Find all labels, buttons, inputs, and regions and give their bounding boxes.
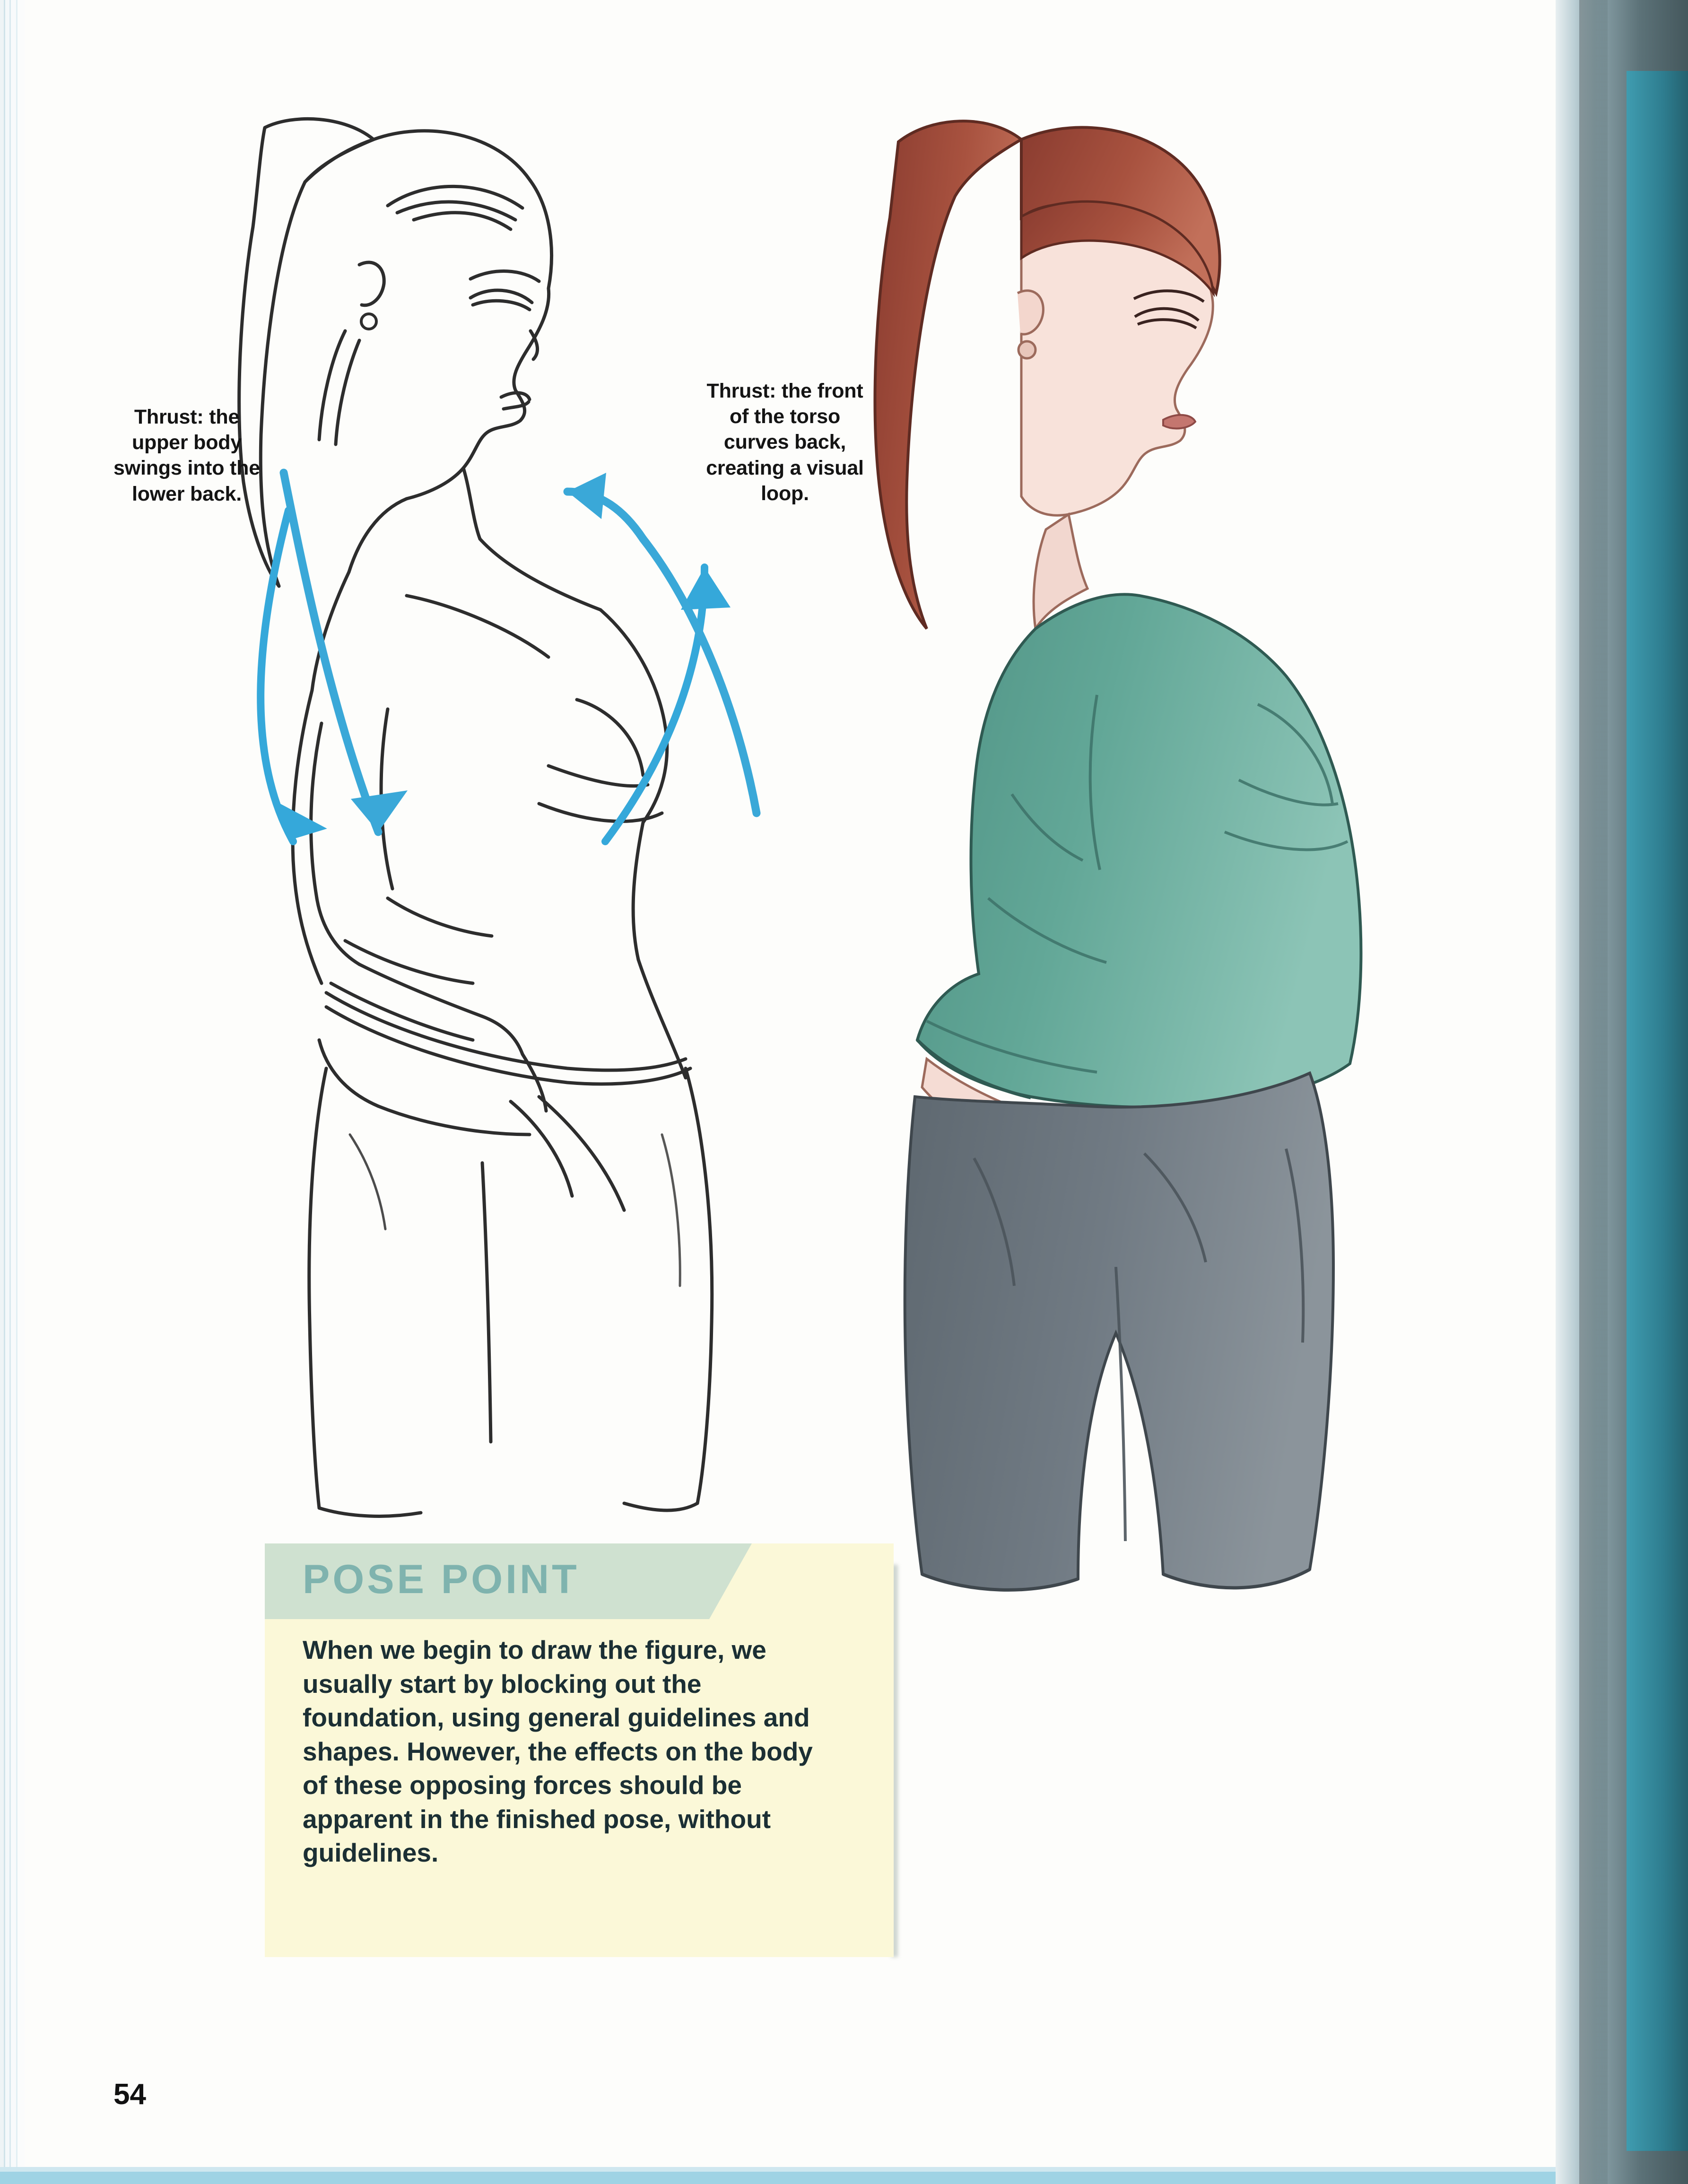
pose-point-title: POSE POINT bbox=[303, 1557, 580, 1602]
lips bbox=[1163, 415, 1195, 429]
page-bottom-band bbox=[0, 2172, 1579, 2184]
arrow-lower-back-shaft bbox=[284, 473, 378, 832]
book-cover-teal-strip bbox=[1627, 71, 1688, 2151]
annotation-thrust-torso-loop: Thrust: the front of the torso curves back, creating a visual loop. bbox=[706, 380, 864, 505]
top bbox=[917, 594, 1361, 1107]
annotation-thrust-lower-back: Thrust: the upper body swings into the lower back. bbox=[113, 406, 260, 505]
pose-point-body: When we begin to draw the figure, we usually start by blocking out the foundation, using general guidelines and shapes. However, the effects on the body of these opposing forces should be apparent in the finished pose, without guidelines. bbox=[303, 1635, 813, 1867]
pose-point-tab-notch bbox=[709, 1543, 752, 1619]
arrow-torso-loop-shaft2 bbox=[643, 539, 757, 813]
pose-point-box bbox=[265, 1543, 894, 1957]
page-bottom-band-light bbox=[0, 2167, 1579, 2172]
ponytail bbox=[875, 121, 1021, 629]
arrow-torso-loop-head bbox=[567, 473, 606, 519]
color-figure bbox=[832, 95, 1494, 1702]
page-number: 54 bbox=[113, 2078, 146, 2111]
earring bbox=[1018, 341, 1035, 358]
arrow-lower-back-head bbox=[351, 790, 408, 832]
